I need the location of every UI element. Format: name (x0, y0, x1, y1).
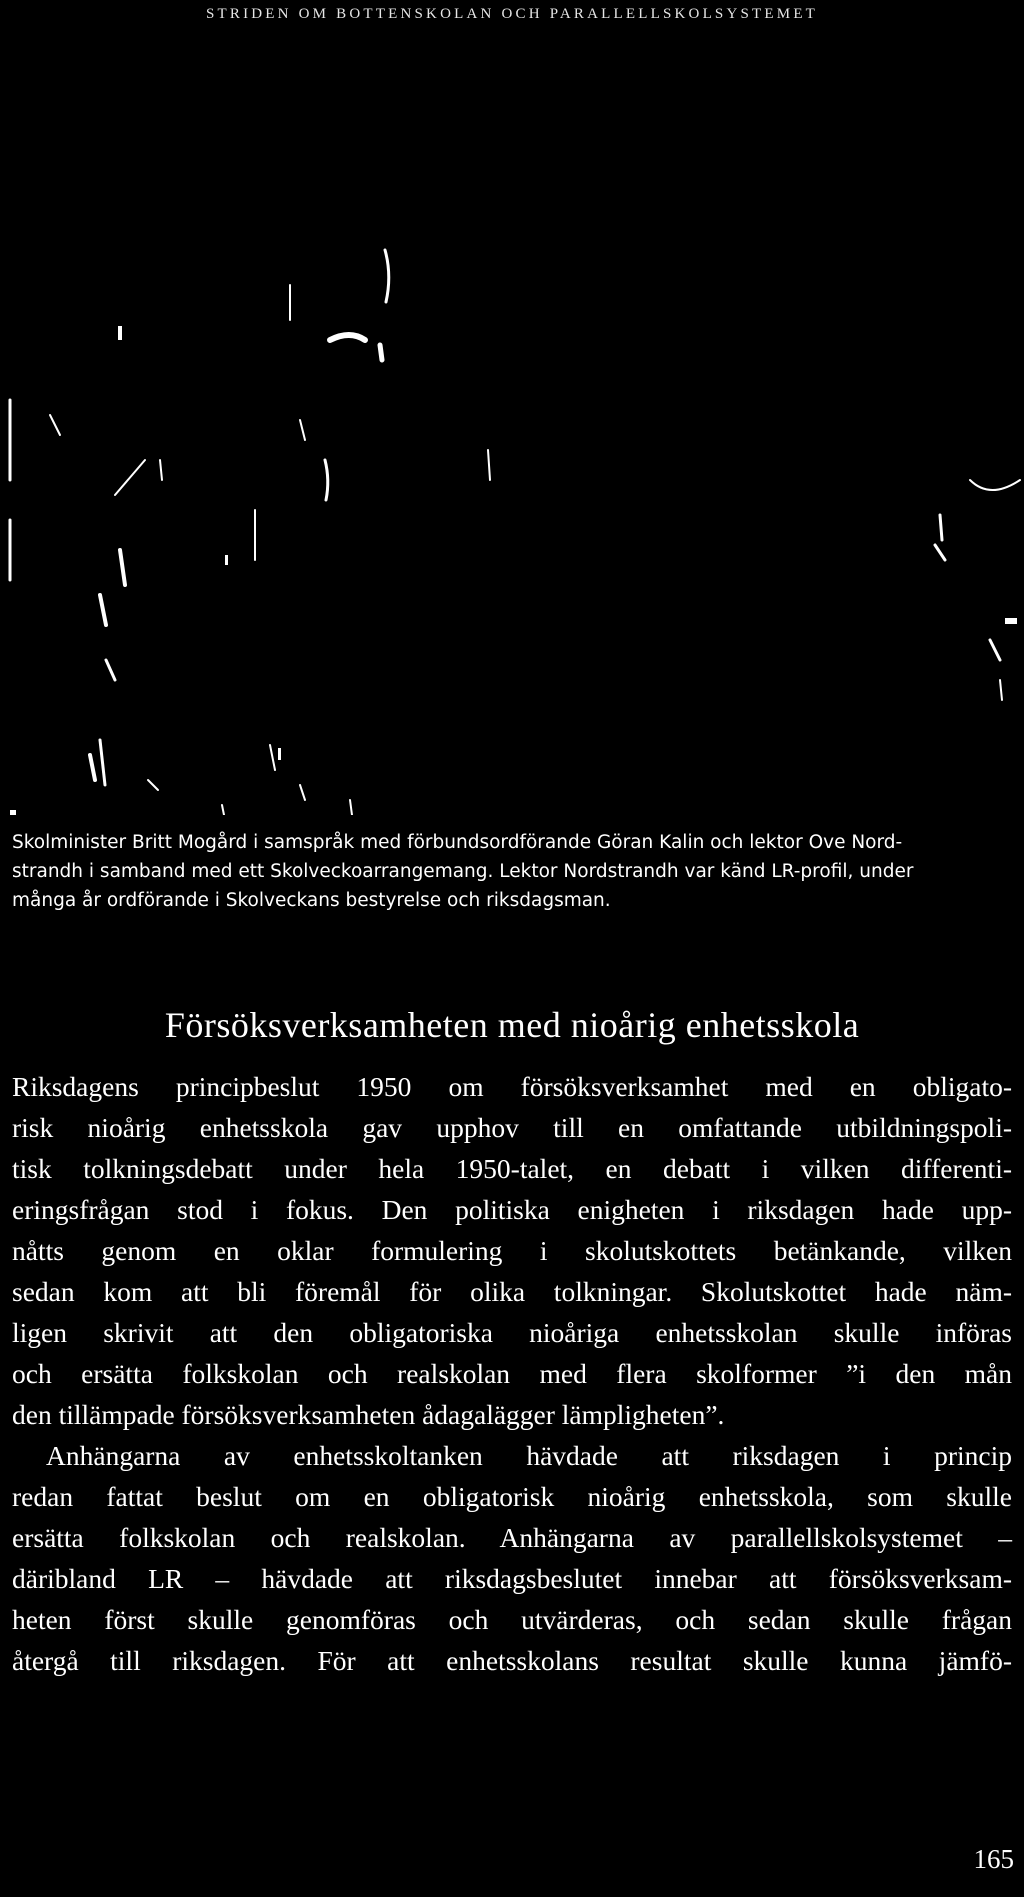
body-line: Riksdagens principbeslut 1950 om försöksverksamhet med en obligato- (12, 1071, 1012, 1102)
caption-line: strandh i samband med ett Skolveckoarrangemang. Lektor Nordstrandh var känd LR-profil, under (12, 861, 914, 882)
page-number: 165 (973, 1844, 1014, 1874)
photo-caption (12, 828, 1012, 915)
running-header: STRIDEN OM BOTTENSKOLAN OCH PARALLELLSKOLSYSTEMET (205, 6, 819, 22)
body-line: och ersätta folkskolan och realskolan med flera skolformer ”i den mån (12, 1358, 1012, 1389)
body-line: ligen skrivit att den obligatoriska nioåriga enhetsskolan skulle införas (12, 1317, 1012, 1348)
body-line: däribland LR – hävdade att riksdagsbeslutet innebar att försöksverksam- (12, 1563, 1012, 1594)
photo (0, 40, 1024, 815)
body-text (12, 1066, 1012, 1681)
body-line: återgå till riksdagen. För att enhetsskolans resultat skulle kunna jämfö- (12, 1645, 1012, 1676)
body-line: redan fattat beslut om en obligatorisk nioårig enhetsskola, som skulle (12, 1481, 1012, 1512)
body-line: risk nioårig enhetsskola gav upphov till en omfattande utbildningspoli- (12, 1112, 1012, 1143)
body-line: eringsfrågan stod i fokus. Den politiska enigheten i riksdagen hade upp- (12, 1194, 1012, 1225)
body-line: heten först skulle genomföras och utvärderas, och sedan skulle frågan (12, 1604, 1012, 1635)
body-line: tisk tolkningsdebatt under hela 1950-talet, en debatt i vilken differenti- (12, 1153, 1012, 1184)
photograph-of-three-men-in-conversation (0, 40, 1024, 815)
section-heading: Försöksverksamheten med nioårig enhetsskola (164, 1005, 860, 1045)
body-line: nåtts genom en oklar formulering i skolutskottets betänkande, vilken (12, 1235, 1012, 1266)
caption-line: många år ordförande i Skolveckans bestyrelse och riksdagsman. (12, 890, 611, 911)
body-line: sedan kom att bli föremål för olika tolkningar. Skolutskottet hade näm- (12, 1276, 1012, 1307)
caption-line: Skolminister Britt Mogård i samspråk med förbundsordförande Göran Kalin och lektor Ove Nord- (12, 832, 903, 853)
body-line: ersätta folkskolan och realskolan. Anhängarna av parallellskolsystemet – (12, 1522, 1012, 1553)
body-line: den tillämpade försöksverksamheten ådagalägger lämpligheten”. (12, 1399, 725, 1430)
body-line: Anhängarna av enhetsskoltanken hävdade att riksdagen i princip (46, 1440, 1012, 1471)
